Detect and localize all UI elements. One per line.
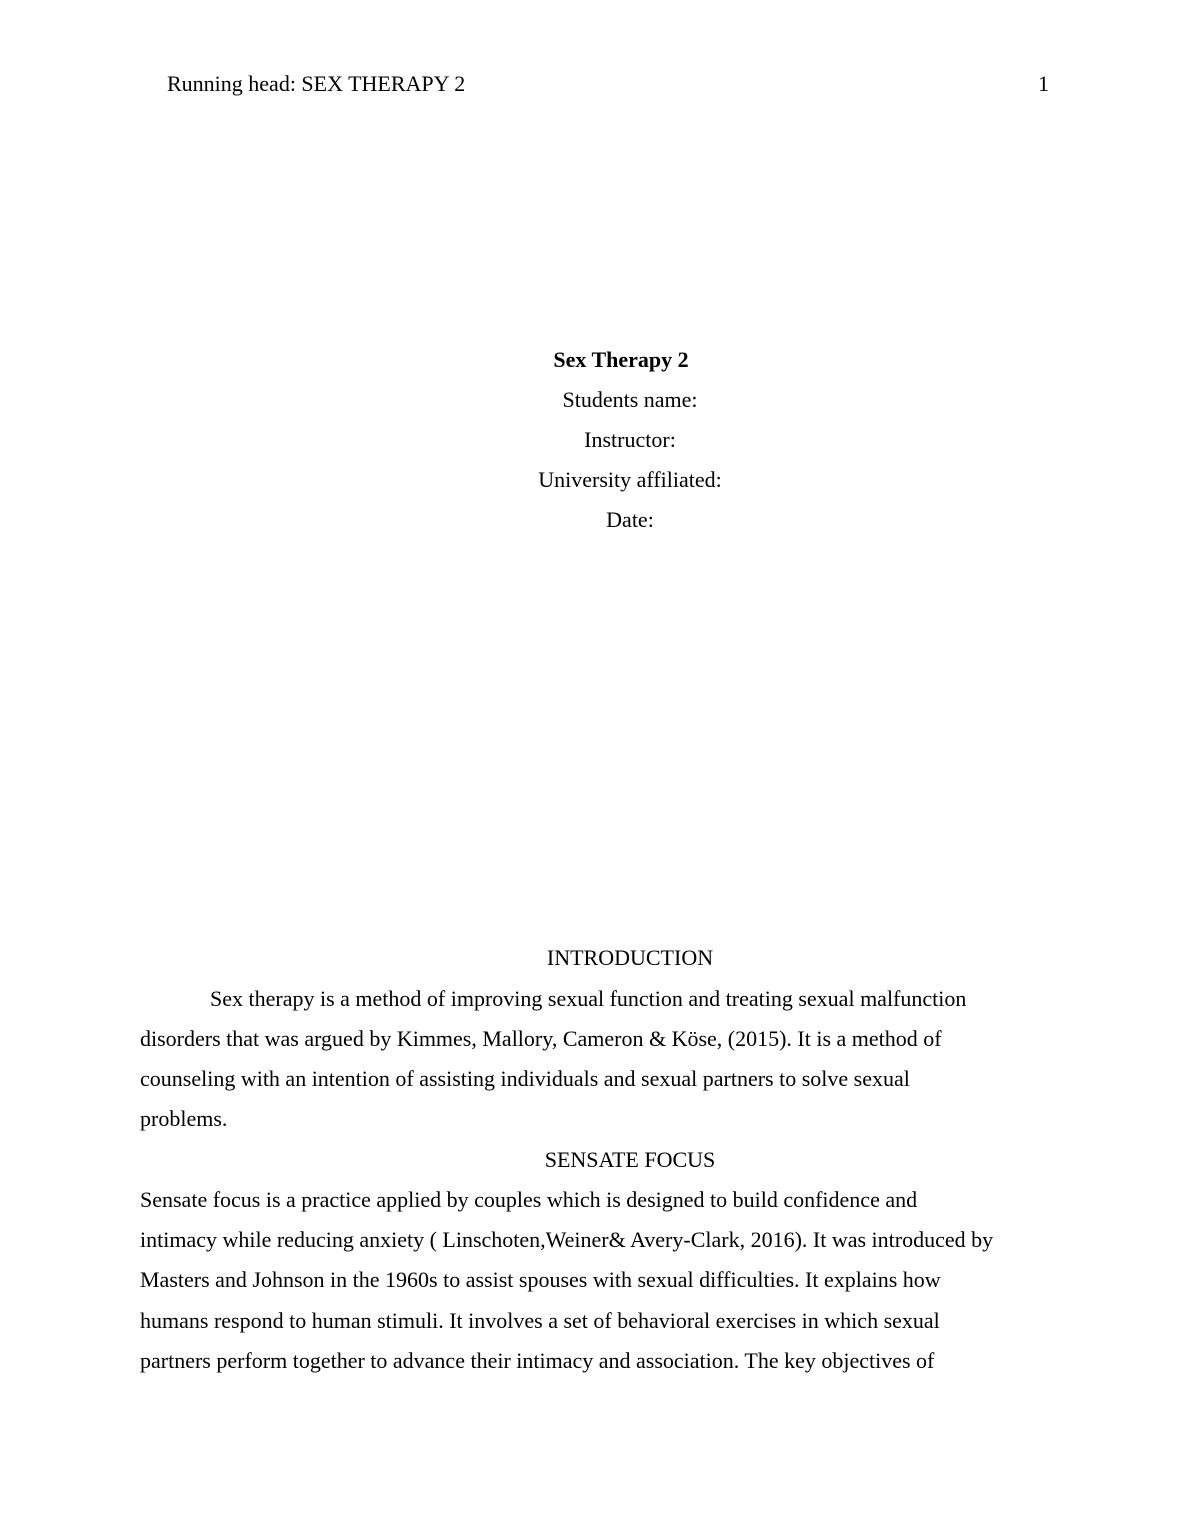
paragraph-line: Sex therapy is a method of improving sexual function and treating sexual malfunction — [210, 986, 967, 1011]
paragraph-line: Sensate focus is a practice applied by couples which is designed to build confidence and — [140, 1187, 918, 1212]
date-line: Date: — [606, 507, 654, 532]
paragraph-line: humans respond to human stimuli. It involves a set of behavioral exercises in which sexual — [140, 1308, 940, 1333]
paragraph-line: Masters and Johnson in the 1960s to assist spouses with sexual difficulties. It explains how — [140, 1267, 941, 1292]
paper-title: Sex Therapy 2 — [553, 347, 689, 372]
university-line: University affiliated: — [538, 467, 722, 492]
paragraph-line: problems. — [140, 1106, 228, 1131]
paragraph-line: disorders that was argued by Kimmes, Mallory, Cameron & Köse, (2015). It is a method of — [140, 1026, 942, 1051]
paragraph-line: intimacy while reducing anxiety ( Linschoten,Weiner& Avery-Clark, 2016). It was introduced by — [140, 1227, 994, 1252]
paragraph-line: counseling with an intention of assisting individuals and sexual partners to solve sexual — [140, 1066, 910, 1091]
running-head: Running head: SEX THERAPY 2 — [167, 71, 466, 96]
page-number: 1 — [1038, 71, 1049, 96]
paragraph-line: partners perform together to advance their intimacy and association. The key objectives of — [140, 1348, 935, 1373]
title-block — [0, 340, 1190, 540]
introduction-heading: INTRODUCTION — [546, 945, 714, 970]
instructor-line: Instructor: — [584, 427, 676, 452]
sensate-focus-heading: SENSATE FOCUS — [544, 1147, 716, 1172]
student-name-line: Students name: — [562, 387, 698, 412]
